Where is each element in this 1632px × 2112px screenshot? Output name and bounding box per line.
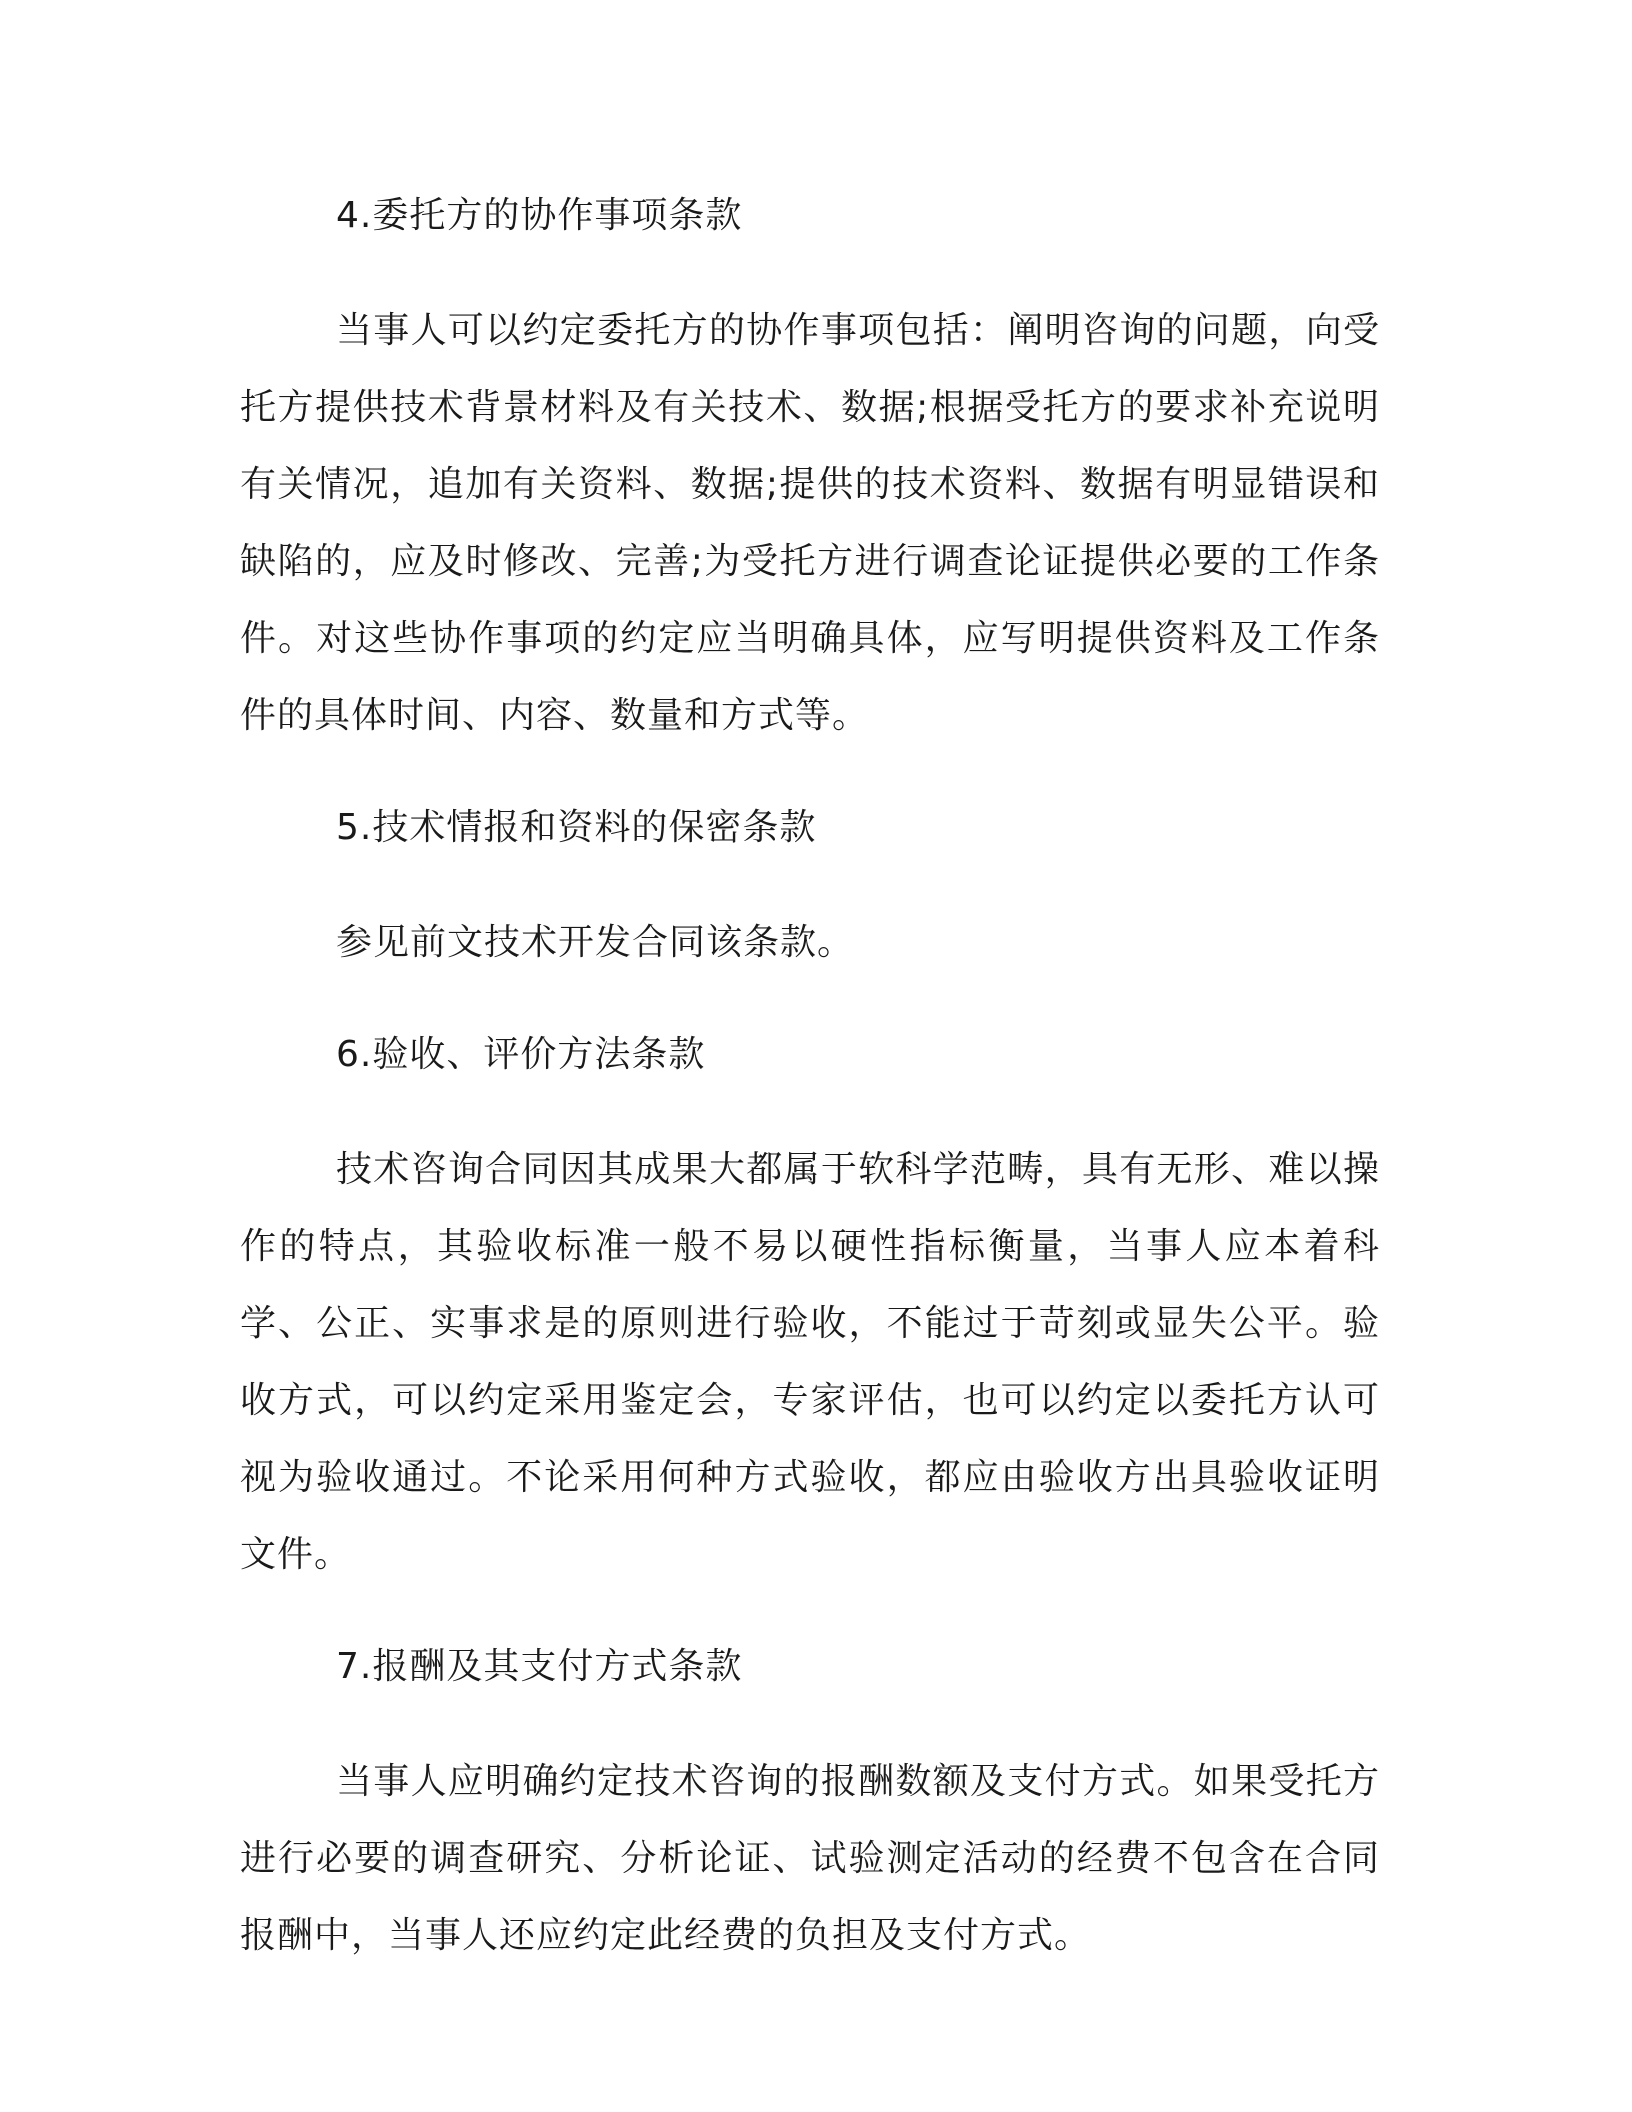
section-body-6: 技术咨询合同因其成果大都属于软科学范畴，具有无形、难以操作的特点，其验收标准一般不易以硬性指标衡量，当事人应本着科学、公正、实事求是的原则进行验收，不能过于苛刻或显失公平。验收方式，可以约定采用鉴定会，专家评估，也可以约定以委托方认可视为验收通过。不论采用何种方式验收，都应由验收方出具验收证明文件。	[240, 1149, 1380, 1575]
section-body-5: 参见前文技术开发合同该条款。	[336, 922, 855, 963]
section-body-4: 当事人可以约定委托方的协作事项包括：阐明咨询的问题，向受托方提供技术背景材料及有关技术、数据;根据受托方的要求补充说明有关情况，追加有关资料、数据;提供的技术资料、数据有明显错误和缺陷的，应及时修改、完善;为受托方进行调查论证提供必要的工作条件。对这些协作事项的约定应当明确具体，应写明提供资料及工作条件的具体时间、内容、数量和方式等。	[240, 310, 1380, 736]
section-body-7: 当事人应明确约定技术咨询的报酬数额及支付方式。如果受托方进行必要的调查研究、分析论证、试验测定活动的经费不包含在合同报酬中，当事人还应约定此经费的负担及支付方式。	[240, 1761, 1380, 1956]
section-heading-5: 5.技术情报和资料的保密条款	[336, 807, 817, 848]
section-heading-6: 6.验收、评价方法条款	[336, 1034, 706, 1075]
section-heading-7: 7.报酬及其支付方式条款	[336, 1646, 743, 1687]
section-heading-4: 4.委托方的协作事项条款	[336, 195, 743, 236]
document-page	[240, 190, 1380, 1974]
